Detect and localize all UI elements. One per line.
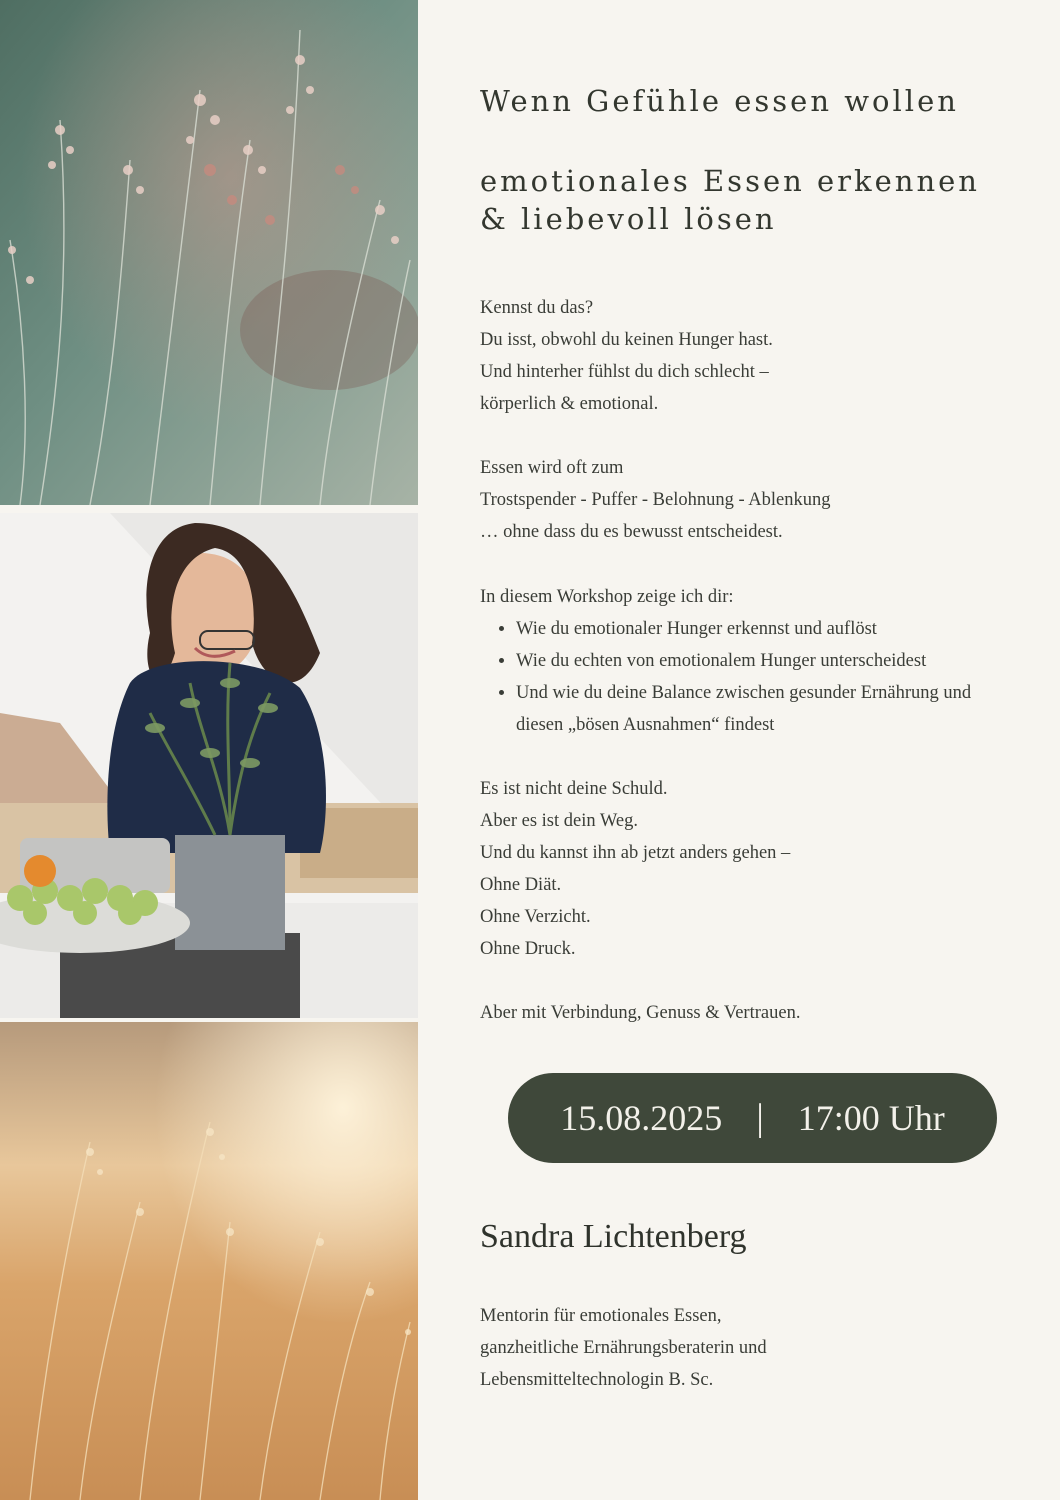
- workshop-list-item: • Wie du echten von emotionalem Hunger unterscheidest: [516, 645, 1020, 677]
- closing-paragraph: [480, 773, 1020, 965]
- intro-line: körperlich & emotional.: [480, 394, 659, 414]
- grass-photo-bottom: [0, 1022, 418, 1500]
- closing-line: Ohne Verzicht.: [480, 907, 591, 927]
- workshop-section: [480, 581, 1020, 741]
- closing-line: Und du kannst ihn ab jetzt anders gehen –: [480, 843, 791, 863]
- grass-photo-top: [0, 0, 418, 505]
- event-date: 15.08.2025: [560, 1098, 723, 1138]
- intro-line: Und hinterher fühlst du dich schlecht –: [480, 362, 769, 382]
- photo-column: [0, 0, 418, 1500]
- portrait-photo: [0, 513, 418, 1018]
- closing-line: Ohne Druck.: [480, 939, 576, 959]
- speaker-bio-line: Lebensmitteltechnologin B. Sc.: [480, 1370, 714, 1390]
- closing-line: Es ist nicht deine Schuld.: [480, 779, 668, 799]
- workshop-list: [480, 613, 1020, 741]
- page-subtitle: emotionales Essen erkennen & liebevoll lösen: [480, 164, 980, 236]
- intro-line: Du isst, obwohl du keinen Hunger hast.: [480, 330, 773, 350]
- speaker-name: Sandra Lichtenberg: [480, 1218, 747, 1255]
- event-date-badge: [508, 1073, 997, 1163]
- reasons-line: … ohne dass du es bewusst entscheidest.: [480, 522, 783, 542]
- event-time: 17:00 Uhr: [797, 1098, 945, 1138]
- date-time-separator: |: [756, 1097, 764, 1139]
- workshop-list-item: • Und wie du deine Balance zwischen gesunder Ernährung und diesen „bösen Ausnahmen“ findest: [516, 677, 1020, 741]
- closing-line: Ohne Diät.: [480, 875, 562, 895]
- closing-line: Aber es ist dein Weg.: [480, 811, 638, 831]
- speaker-bio-line: ganzheitliche Ernährungsberaterin und: [480, 1338, 767, 1358]
- page-title: Wenn Gefühle essen wollen: [480, 84, 959, 118]
- workshop-heading: In diesem Workshop zeige ich dir:: [480, 587, 734, 607]
- reasons-paragraph: [480, 452, 1020, 548]
- reasons-line: Trostspender - Puffer - Belohnung - Ablenkung: [480, 490, 831, 510]
- speaker-bio: [480, 1300, 1020, 1396]
- closing-statement: [480, 997, 1020, 1029]
- closing-statement-text: Aber mit Verbindung, Genuss & Vertrauen.: [480, 1003, 801, 1023]
- workshop-list-item: • Wie du emotionaler Hunger erkennst und auflöst: [516, 613, 1020, 645]
- reasons-line: Essen wird oft zum: [480, 458, 624, 478]
- speaker-bio-line: Mentorin für emotionales Essen,: [480, 1306, 722, 1326]
- intro-paragraph: [480, 292, 1020, 420]
- intro-line: Kennst du das?: [480, 298, 594, 318]
